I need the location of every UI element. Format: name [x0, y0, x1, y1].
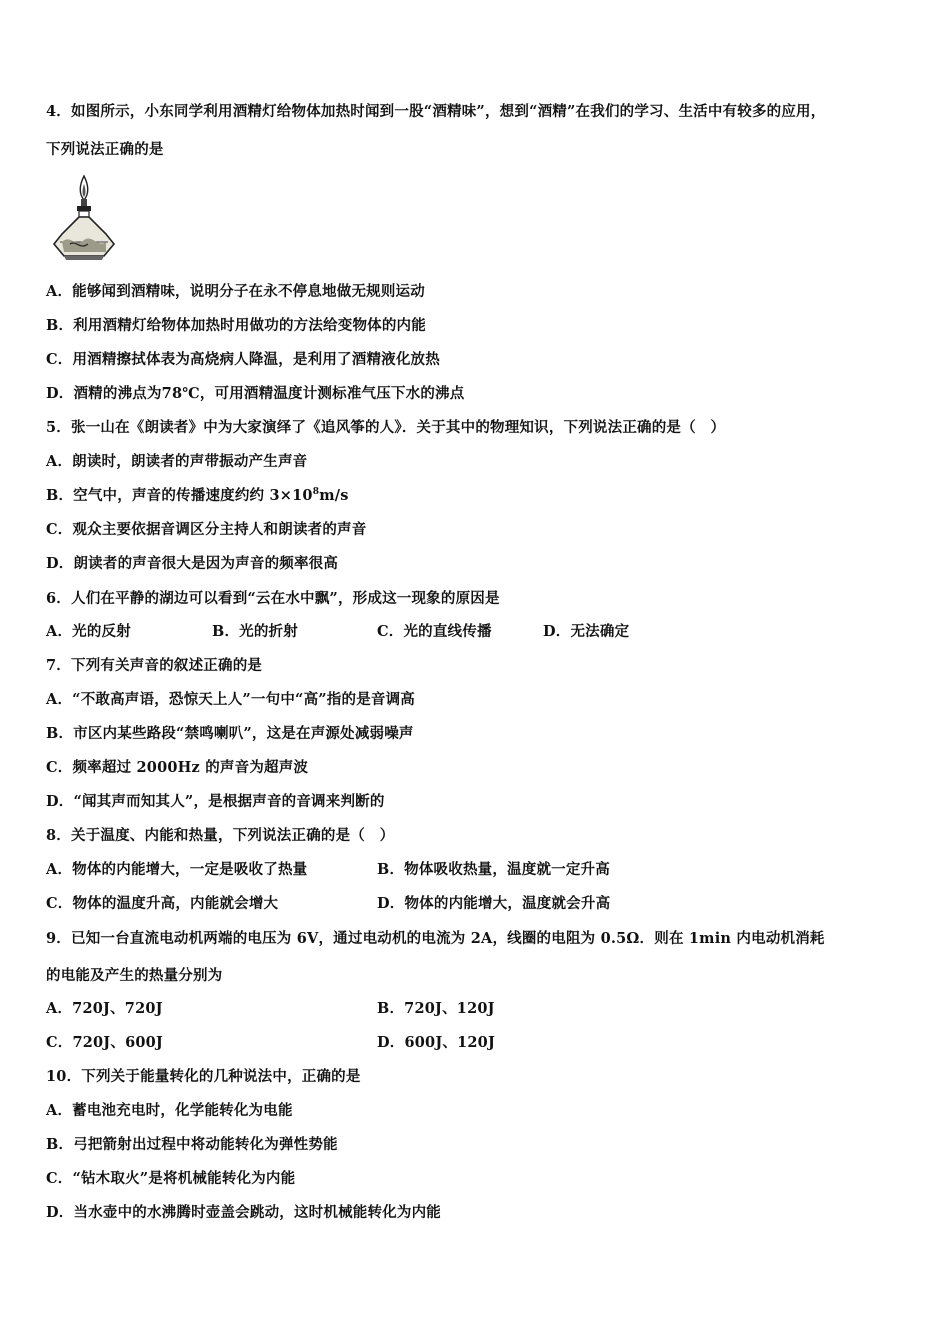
q5-stem: 5．张一山在《朗读者》中为大家演绎了《追风筝的人》．关于其中的物理知识，下列说法正确的是（ ） — [46, 419, 726, 436]
q4-option-d: D．酒精的沸点为78℃，可用酒精温度计测标准气压下水的沸点 — [46, 385, 465, 402]
q6-option-b: B．光的折射 — [212, 623, 298, 640]
q9-stem-line1: 9．已知一台直流电动机两端的电压为 6V，通过电动机的电流为 2A，线圈的电阻为 0.5Ω．则在 1min 内电动机消耗 — [46, 930, 825, 947]
q6-stem: 6．人们在平静的湖边可以看到“云在水中飘”，形成这一现象的原因是 — [46, 590, 500, 607]
q7-option-a: A．“不敢高声语，恐惊天上人”一句中“高”指的是音调高 — [46, 691, 416, 708]
q6-option-d: D．无法确定 — [543, 623, 630, 640]
q9-option-b: B．720J、120J — [377, 1000, 495, 1017]
q7-option-b: B．市区内某些路段“禁鸣喇叭”，这是在声源处减弱噪声 — [46, 725, 414, 742]
q10-stem: 10．下列关于能量转化的几种说法中，正确的是 — [46, 1068, 361, 1085]
q9-option-a: A．720J、720J — [46, 1000, 163, 1017]
q8-option-c: C．物体的温度升高，内能就会增大 — [46, 895, 279, 912]
q5-option-d: D．朗读者的声音很大是因为声音的频率很高 — [46, 555, 339, 572]
q9-option-d: D．600J、120J — [377, 1034, 496, 1051]
q8-option-b: B．物体吸收热量，温度就一定升高 — [377, 861, 610, 878]
q6-option-c: C．光的直线传播 — [377, 623, 492, 640]
q8-option-d: D．物体的内能增大，温度就会升高 — [377, 895, 611, 912]
q8-stem: 8．关于温度、内能和热量，下列说法正确的是（ ） — [46, 827, 395, 844]
alcohol-lamp-icon — [48, 172, 120, 262]
q10-option-c: C．“钻木取火”是将机械能转化为内能 — [46, 1170, 296, 1187]
q9-option-c: C．720J、600J — [46, 1034, 163, 1051]
q5-option-c: C．观众主要依据音调区分主持人和朗读者的声音 — [46, 521, 367, 538]
q4-stem-line2: 下列说法正确的是 — [46, 141, 164, 158]
q10-option-b: B．弓把箭射出过程中将动能转化为弹性势能 — [46, 1136, 338, 1153]
q4-option-a: A．能够闻到酒精味，说明分子在永不停息地做无规则运动 — [46, 283, 425, 300]
q4-option-c: C．用酒精擦拭体表为高烧病人降温，是利用了酒精液化放热 — [46, 351, 440, 368]
q9-stem-line2: 的电能及产生的热量分别为 — [46, 967, 223, 984]
q7-stem: 7．下列有关声音的叙述正确的是 — [46, 657, 263, 674]
q5-option-a: A．朗读时，朗读者的声带振动产生声音 — [46, 453, 308, 470]
q6-option-a: A．光的反射 — [46, 623, 131, 640]
q5-option-b: B．空气中，声音的传播速度约约 $3\times 10^8m/s$ — [46, 487, 349, 504]
q8-option-a: A．物体的内能增大，一定是吸收了热量 — [46, 861, 308, 878]
q10-option-a: A．蓄电池充电时，化学能转化为电能 — [46, 1102, 293, 1119]
q7-option-c: C．频率超过 2000Hz 的声音为超声波 — [46, 759, 309, 776]
q4-option-b: B．利用酒精灯给物体加热时用做功的方法给变物体的内能 — [46, 317, 426, 334]
q7-option-d: D．“闻其声而知其人”，是根据声音的音调来判断的 — [46, 793, 385, 810]
q10-option-d: D．当水壶中的水沸腾时壶盖会跳动，这时机械能转化为内能 — [46, 1204, 441, 1221]
q4-stem-line1: 4．如图所示，小东同学利用酒精灯给物体加热时闻到一股“酒精味”，想到“酒精”在我们的学习、生活中有较多的应用， — [46, 103, 826, 120]
